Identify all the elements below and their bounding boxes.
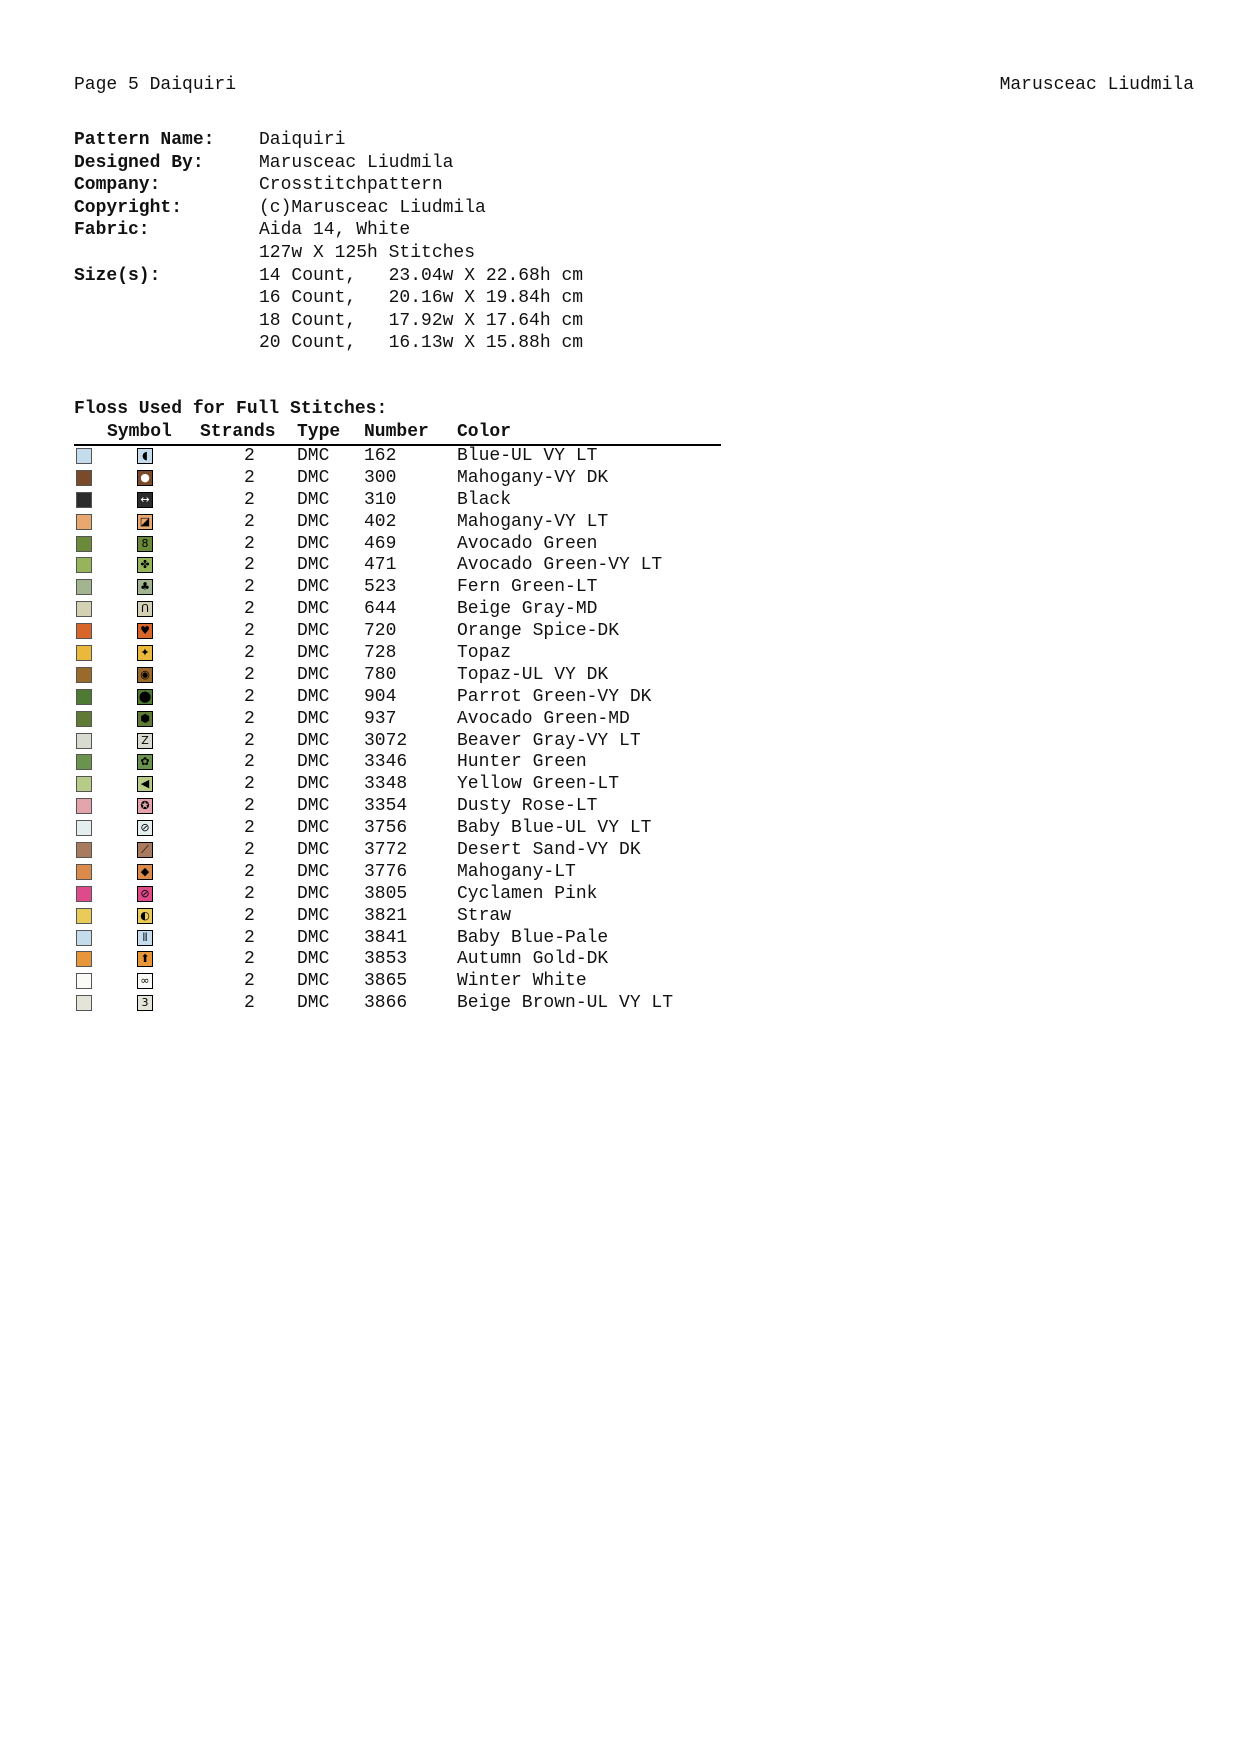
color-name-cell: Beaver Gray-VY LT (457, 730, 641, 751)
strands-cell: 2 (244, 905, 255, 926)
floss-row (74, 839, 721, 861)
type-cell: DMC (297, 643, 330, 664)
stitch-symbol-icon: ⊘ (137, 886, 153, 902)
color-name-cell: Blue-UL VY LT (457, 446, 598, 466)
strands-cell: 2 (244, 818, 255, 839)
color-swatch (76, 864, 92, 880)
floss-section-title: Floss Used for Full Stitches: (74, 399, 388, 419)
page-header-right: Marusceac Liudmila (999, 75, 1194, 95)
color-swatch (76, 711, 92, 727)
stitch-symbol-icon: ✪ (137, 798, 153, 814)
info-value: 20 Count, 16.13w X 15.88h cm (259, 333, 584, 354)
color-name-cell: Dusty Rose-LT (457, 796, 598, 817)
type-cell: DMC (297, 467, 330, 488)
pattern-info-row (74, 310, 583, 333)
color-swatch (76, 754, 92, 770)
stitch-symbol-icon: ◪ (137, 514, 153, 530)
type-cell: DMC (297, 774, 330, 795)
floss-row (74, 948, 721, 970)
strands-cell: 2 (244, 949, 255, 970)
floss-row (74, 598, 721, 620)
color-name-cell: Yellow Green-LT (457, 774, 620, 795)
pattern-info-row (74, 332, 583, 355)
stitch-symbol-icon: Ո (137, 601, 153, 617)
info-label (74, 242, 259, 265)
stitch-symbol-icon: ✦ (137, 645, 153, 661)
color-swatch (76, 514, 92, 530)
strands-cell: 2 (244, 643, 255, 664)
color-swatch (76, 579, 92, 595)
info-value: (c)Marusceac Liudmila (259, 197, 486, 218)
color-name-cell: Baby Blue-UL VY LT (457, 818, 652, 839)
strands-cell: 2 (244, 555, 255, 576)
color-swatch (76, 973, 92, 989)
strands-cell: 2 (244, 927, 255, 948)
strands-cell: 2 (244, 796, 255, 817)
type-cell: DMC (297, 555, 330, 576)
number-cell: 3776 (364, 861, 408, 882)
number-cell: 644 (364, 599, 397, 620)
color-swatch (76, 492, 92, 508)
pattern-info-row (74, 174, 583, 197)
header-symbol: Symbol (107, 422, 172, 442)
type-cell: DMC (297, 446, 330, 466)
floss-row (74, 883, 721, 905)
stitch-symbol-icon: ⬤ (138, 689, 152, 703)
strands-cell: 2 (244, 774, 255, 795)
strands-cell: 2 (244, 599, 255, 620)
stitch-symbol-icon: ◆ (137, 864, 153, 880)
floss-row (74, 795, 721, 817)
info-label: Size(s): (74, 265, 161, 286)
stitch-symbol-icon: ◉ (137, 667, 153, 683)
type-cell: DMC (297, 796, 330, 817)
color-swatch (76, 733, 92, 749)
number-cell: 402 (364, 511, 397, 532)
header-type: Type (297, 422, 341, 442)
stitch-symbol-icon: ⦀ (137, 930, 153, 946)
header-strands: Strands (200, 422, 276, 442)
stitch-symbol-icon: ↔ (137, 492, 153, 508)
color-swatch (76, 798, 92, 814)
color-swatch (76, 951, 92, 967)
strands-cell: 2 (244, 730, 255, 751)
info-label (74, 287, 259, 310)
color-name-cell: Autumn Gold-DK (457, 949, 609, 970)
color-swatch (76, 470, 92, 486)
color-name-cell: Black (457, 489, 512, 510)
strands-cell: 2 (244, 971, 255, 992)
floss-row (74, 927, 721, 949)
type-cell: DMC (297, 686, 330, 707)
info-value: Aida 14, White (259, 220, 411, 241)
type-cell: DMC (297, 599, 330, 620)
color-swatch (76, 820, 92, 836)
strands-cell: 2 (244, 708, 255, 729)
color-name-cell: Winter White (457, 971, 587, 992)
strands-cell: 2 (244, 577, 255, 598)
type-cell: DMC (297, 949, 330, 970)
stitch-symbol-icon: ♥ (137, 623, 153, 639)
pattern-info-row (74, 242, 583, 265)
type-cell: DMC (297, 905, 330, 926)
type-cell: DMC (297, 927, 330, 948)
stitch-symbol-icon: 8 (137, 536, 153, 552)
info-label: Designed By: (74, 152, 204, 173)
info-label (74, 332, 259, 355)
strands-cell: 2 (244, 752, 255, 773)
color-swatch (76, 842, 92, 858)
number-cell: 3354 (364, 796, 408, 817)
color-swatch (76, 601, 92, 617)
type-cell: DMC (297, 861, 330, 882)
number-cell: 720 (364, 621, 397, 642)
info-value: 14 Count, 23.04w X 22.68h cm (259, 265, 584, 286)
color-swatch (76, 689, 92, 705)
number-cell: 3865 (364, 971, 408, 992)
stitch-symbol-icon: ● (137, 470, 153, 486)
type-cell: DMC (297, 840, 330, 861)
strands-cell: 2 (244, 489, 255, 510)
number-cell: 937 (364, 708, 397, 729)
strands-cell: 2 (244, 664, 255, 685)
floss-row (74, 817, 721, 839)
type-cell: DMC (297, 489, 330, 510)
floss-row (74, 576, 721, 598)
floss-row (74, 489, 721, 511)
strands-cell: 2 (244, 446, 255, 466)
number-cell: 469 (364, 533, 397, 554)
stitch-symbol-icon: ◐ (137, 908, 153, 924)
color-name-cell: Hunter Green (457, 752, 587, 773)
pattern-info-row (74, 265, 583, 288)
number-cell: 3805 (364, 883, 408, 904)
stitch-symbol-icon: ◖ (137, 448, 153, 464)
info-value: 16 Count, 20.16w X 19.84h cm (259, 288, 584, 309)
color-name-cell: Avocado Green (457, 533, 598, 554)
color-name-cell: Topaz (457, 643, 512, 664)
strands-cell: 2 (244, 993, 255, 1014)
strands-cell: 2 (244, 686, 255, 707)
number-cell: 3756 (364, 818, 408, 839)
color-name-cell: Mahogany-VY LT (457, 511, 609, 532)
color-name-cell: Straw (457, 905, 512, 926)
header-color: Color (457, 422, 512, 442)
type-cell: DMC (297, 752, 330, 773)
info-label (74, 310, 259, 333)
color-swatch (76, 623, 92, 639)
floss-row (74, 708, 721, 730)
number-cell: 3866 (364, 993, 408, 1014)
color-name-cell: Beige Gray-MD (457, 599, 598, 620)
number-cell: 471 (364, 555, 397, 576)
pattern-info-row (74, 287, 583, 310)
stitch-symbol-icon: ∞ (137, 973, 153, 989)
floss-table-body (74, 445, 721, 1014)
type-cell: DMC (297, 533, 330, 554)
strands-cell: 2 (244, 467, 255, 488)
number-cell: 3348 (364, 774, 408, 795)
color-swatch (76, 536, 92, 552)
info-value: Crosstitchpattern (259, 175, 443, 196)
number-cell: 3841 (364, 927, 408, 948)
color-swatch (76, 667, 92, 683)
info-value: Marusceac Liudmila (259, 152, 454, 173)
strands-cell: 2 (244, 861, 255, 882)
floss-row (74, 642, 721, 664)
floss-row (74, 905, 721, 927)
header-number: Number (364, 422, 429, 442)
number-cell: 3853 (364, 949, 408, 970)
strands-cell: 2 (244, 840, 255, 861)
type-cell: DMC (297, 993, 330, 1014)
stitch-symbol-icon: ⬢ (137, 711, 153, 727)
pattern-info-row (74, 152, 583, 175)
stitch-symbol-icon: ⟋ (137, 842, 153, 858)
stitch-symbol-icon: ◀ (137, 776, 153, 792)
pattern-info-row (74, 129, 583, 152)
type-cell: DMC (297, 664, 330, 685)
stitch-symbol-icon: ♣ (137, 579, 153, 595)
type-cell: DMC (297, 730, 330, 751)
floss-row (74, 861, 721, 883)
stitch-symbol-icon: ✿ (137, 754, 153, 770)
type-cell: DMC (297, 577, 330, 598)
color-name-cell: Fern Green-LT (457, 577, 598, 598)
color-swatch (76, 930, 92, 946)
strands-cell: 2 (244, 533, 255, 554)
type-cell: DMC (297, 708, 330, 729)
floss-row (74, 467, 721, 489)
number-cell: 310 (364, 489, 397, 510)
number-cell: 523 (364, 577, 397, 598)
number-cell: 3346 (364, 752, 408, 773)
color-swatch (76, 886, 92, 902)
number-cell: 3821 (364, 905, 408, 926)
floss-row (74, 686, 721, 708)
number-cell: 904 (364, 686, 397, 707)
pattern-info-row (74, 197, 583, 220)
floss-row (74, 664, 721, 686)
floss-row (74, 554, 721, 576)
info-label: Company: (74, 175, 161, 196)
color-name-cell: Mahogany-LT (457, 861, 576, 882)
number-cell: 3772 (364, 840, 408, 861)
pattern-info (74, 129, 583, 355)
strands-cell: 2 (244, 511, 255, 532)
floss-row (74, 511, 721, 533)
color-swatch (76, 776, 92, 792)
stitch-symbol-icon: ⊘ (137, 820, 153, 836)
color-name-cell: Cyclamen Pink (457, 883, 598, 904)
color-swatch (76, 557, 92, 573)
type-cell: DMC (297, 511, 330, 532)
number-cell: 162 (364, 446, 397, 466)
floss-row (74, 730, 721, 752)
floss-table-header (74, 420, 721, 446)
info-label: Pattern Name: (74, 130, 215, 150)
color-name-cell: Avocado Green-MD (457, 708, 630, 729)
color-name-cell: Parrot Green-VY DK (457, 686, 652, 707)
floss-row (74, 970, 721, 992)
info-label: Fabric: (74, 220, 150, 241)
color-name-cell: Mahogany-VY DK (457, 467, 609, 488)
strands-cell: 2 (244, 883, 255, 904)
stitch-symbol-icon: ⬆ (137, 951, 153, 967)
number-cell: 728 (364, 643, 397, 664)
info-value: Daiquiri (259, 130, 346, 150)
floss-row (74, 992, 721, 1014)
info-value: 127w X 125h Stitches (259, 242, 476, 263)
stitch-symbol-icon: Z (137, 733, 153, 749)
floss-row (74, 773, 721, 795)
floss-row (74, 620, 721, 642)
stitch-symbol-icon: ✤ (137, 557, 153, 573)
color-name-cell: Topaz-UL VY DK (457, 664, 609, 685)
color-swatch (76, 448, 92, 464)
number-cell: 3072 (364, 730, 408, 751)
color-swatch (76, 908, 92, 924)
type-cell: DMC (297, 621, 330, 642)
pattern-info-row (74, 219, 583, 242)
floss-row (74, 533, 721, 555)
strands-cell: 2 (244, 621, 255, 642)
color-swatch (76, 995, 92, 1011)
stitch-symbol-icon: 3 (137, 995, 153, 1011)
info-label: Copyright: (74, 197, 183, 218)
type-cell: DMC (297, 883, 330, 904)
type-cell: DMC (297, 818, 330, 839)
number-cell: 300 (364, 467, 397, 488)
color-swatch (76, 645, 92, 661)
type-cell: DMC (297, 971, 330, 992)
info-value: 18 Count, 17.92w X 17.64h cm (259, 310, 584, 331)
floss-row (74, 445, 721, 467)
color-name-cell: Beige Brown-UL VY LT (457, 993, 674, 1014)
color-name-cell: Orange Spice-DK (457, 621, 620, 642)
color-name-cell: Avocado Green-VY LT (457, 555, 663, 576)
color-name-cell: Desert Sand-VY DK (457, 840, 641, 861)
floss-row (74, 751, 721, 773)
page-header-left: Page 5 Daiquiri (74, 75, 237, 95)
color-name-cell: Baby Blue-Pale (457, 927, 609, 948)
number-cell: 780 (364, 664, 397, 685)
